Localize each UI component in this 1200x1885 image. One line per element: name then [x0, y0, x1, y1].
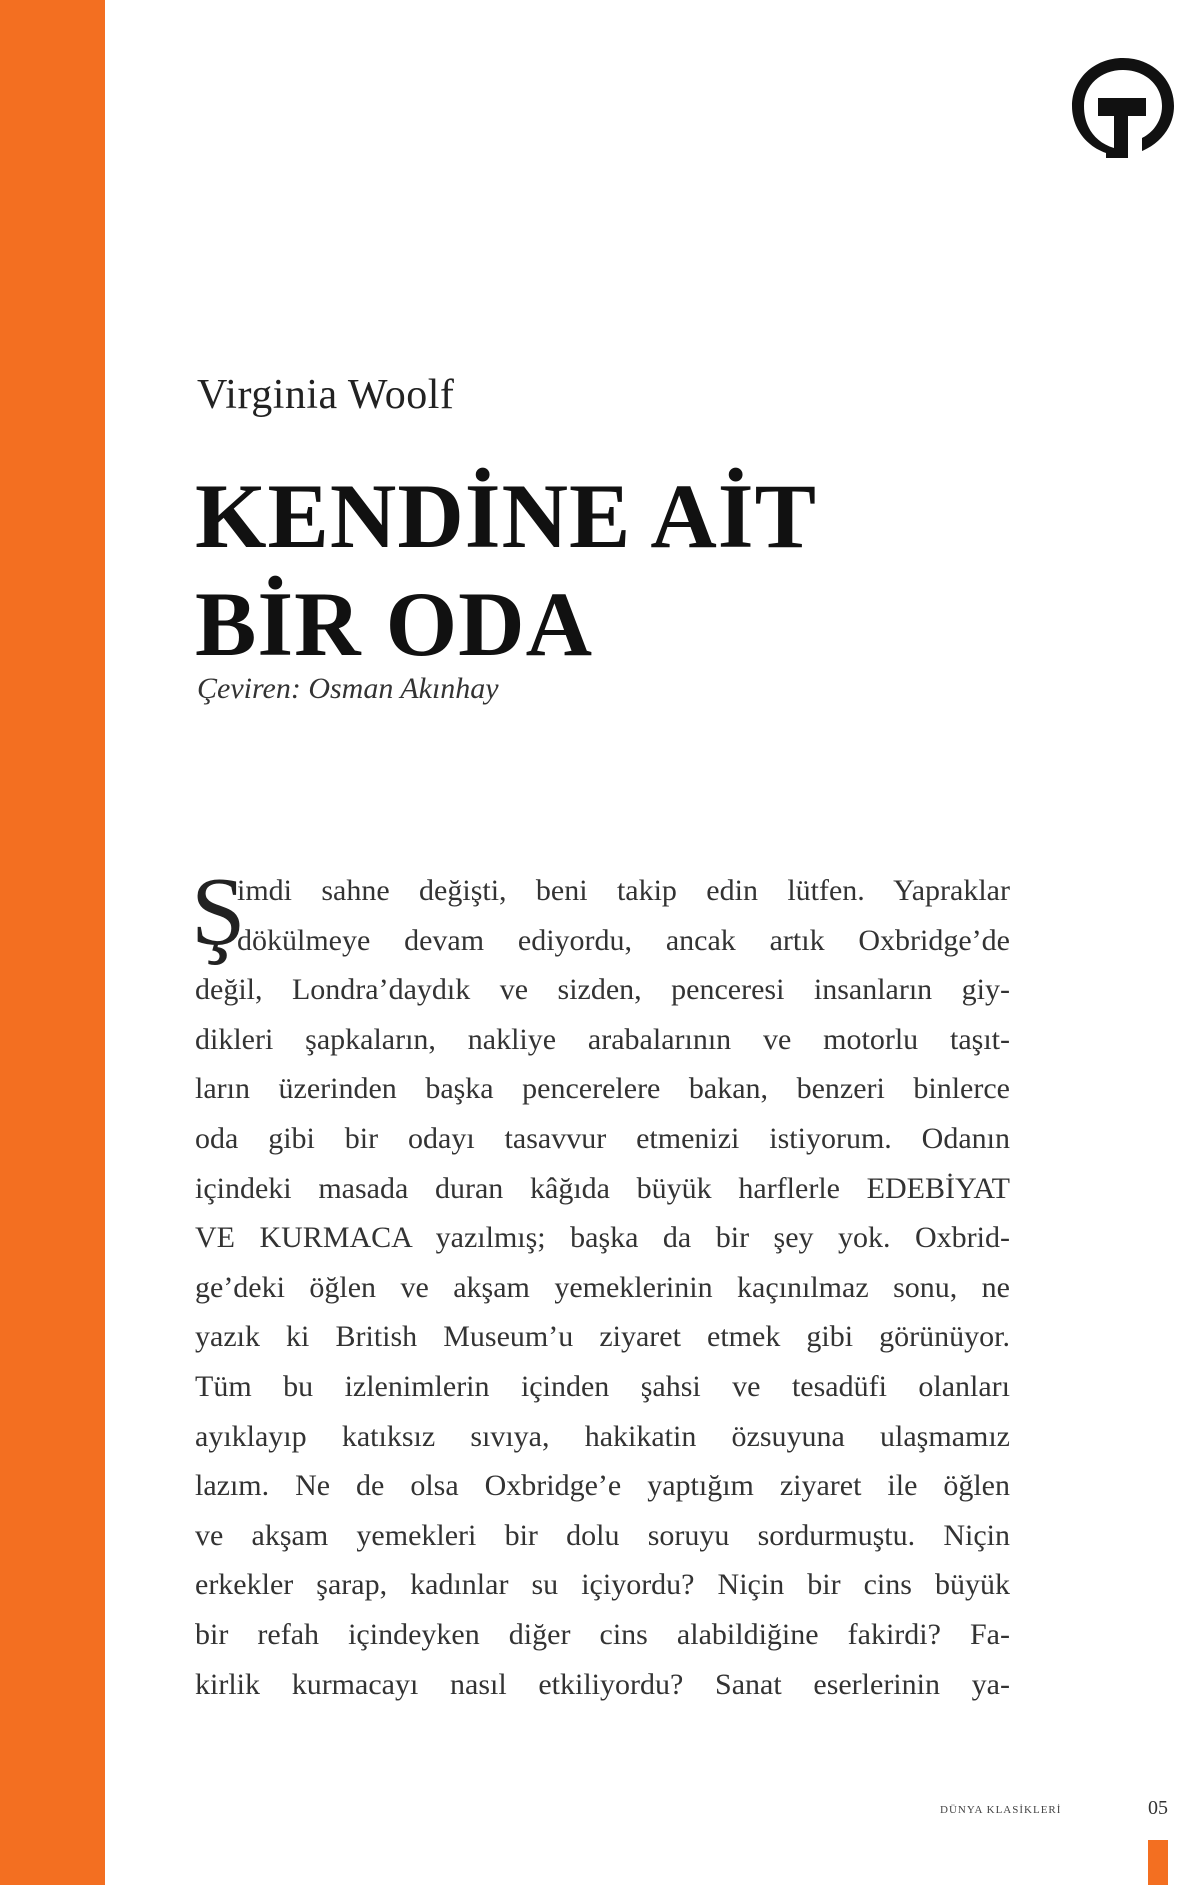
- series-name: DÜNYA KLASİKLERİ: [940, 1804, 1062, 1816]
- excerpt-line: dökülmeye devam ediyordu, ancak artık Oxbridge’de: [237, 923, 1010, 957]
- excerpt-line: VE KURMACA yazılmış; başka da bir şey yok. Oxbrid-: [195, 1221, 1010, 1255]
- book-title: [195, 462, 817, 678]
- drop-cap: Ş: [191, 858, 246, 966]
- translator-credit: Çeviren: Osman Akınhay: [197, 672, 499, 705]
- book-title-line-2: BİR ODA: [195, 573, 594, 675]
- excerpt-line: lazım. Ne de olsa Oxbridge’e yaptığım ziyaret ile öğlen: [195, 1469, 1010, 1503]
- excerpt-line: imdi sahne değişti, beni takip edin lütfen. Yapraklar: [237, 874, 1010, 907]
- excerpt-line: kirlik kurmacayı nasıl etkiliyordu? Sanat eserlerinin ya-: [195, 1667, 1010, 1701]
- excerpt-line: Tüm bu izlenimlerin içinden şahsi ve tesadüfi olanları: [195, 1369, 1010, 1403]
- excerpt-line: değil, Londra’daydık ve sizden, penceresi insanların giy-: [195, 973, 1010, 1007]
- author-name: Virginia Woolf: [197, 372, 455, 418]
- publisher-t-logo-icon: [1068, 54, 1178, 160]
- excerpt-line: bir refah içindeyken diğer cins alabildiğine fakirdi? Fa-: [195, 1617, 1010, 1651]
- excerpt-line: yazık ki British Museum’u ziyaret etmek gibi görünüyor.: [195, 1320, 1010, 1354]
- excerpt-line: dikleri şapkaların, nakliye arabalarının ve motorlu taşıt-: [195, 1022, 1010, 1056]
- excerpt-text: [191, 858, 1010, 1709]
- orange-spine-band: [0, 0, 105, 1885]
- excerpt-line: erkekler şarap, kadınlar su içiyordu? Niçin bir cins büyük: [195, 1568, 1010, 1602]
- book-title-line-1: KENDİNE AİT: [195, 465, 817, 567]
- excerpt-line: ge’deki öğlen ve akşam yemeklerinin kaçınılmaz sonu, ne: [195, 1270, 1010, 1304]
- excerpt-line: içindeki masada duran kâğıda büyük harflerle EDEBİYAT: [195, 1171, 1010, 1205]
- excerpt-line: ayıklayıp katıksız sıvıya, hakikatin özsuyuna ulaşmamız: [195, 1419, 1010, 1453]
- orange-page-marker: [1148, 1840, 1168, 1885]
- page-number: 05: [1148, 1797, 1168, 1819]
- excerpt-line: ların üzerinden başka pencerelere bakan, benzeri binlerce: [195, 1072, 1010, 1106]
- excerpt-line: ve akşam yemekleri bir dolu soruyu sordurmuştu. Niçin: [195, 1518, 1010, 1552]
- excerpt-line: oda gibi bir odayı tasavvur etmenizi istiyorum. Odanın: [195, 1121, 1010, 1155]
